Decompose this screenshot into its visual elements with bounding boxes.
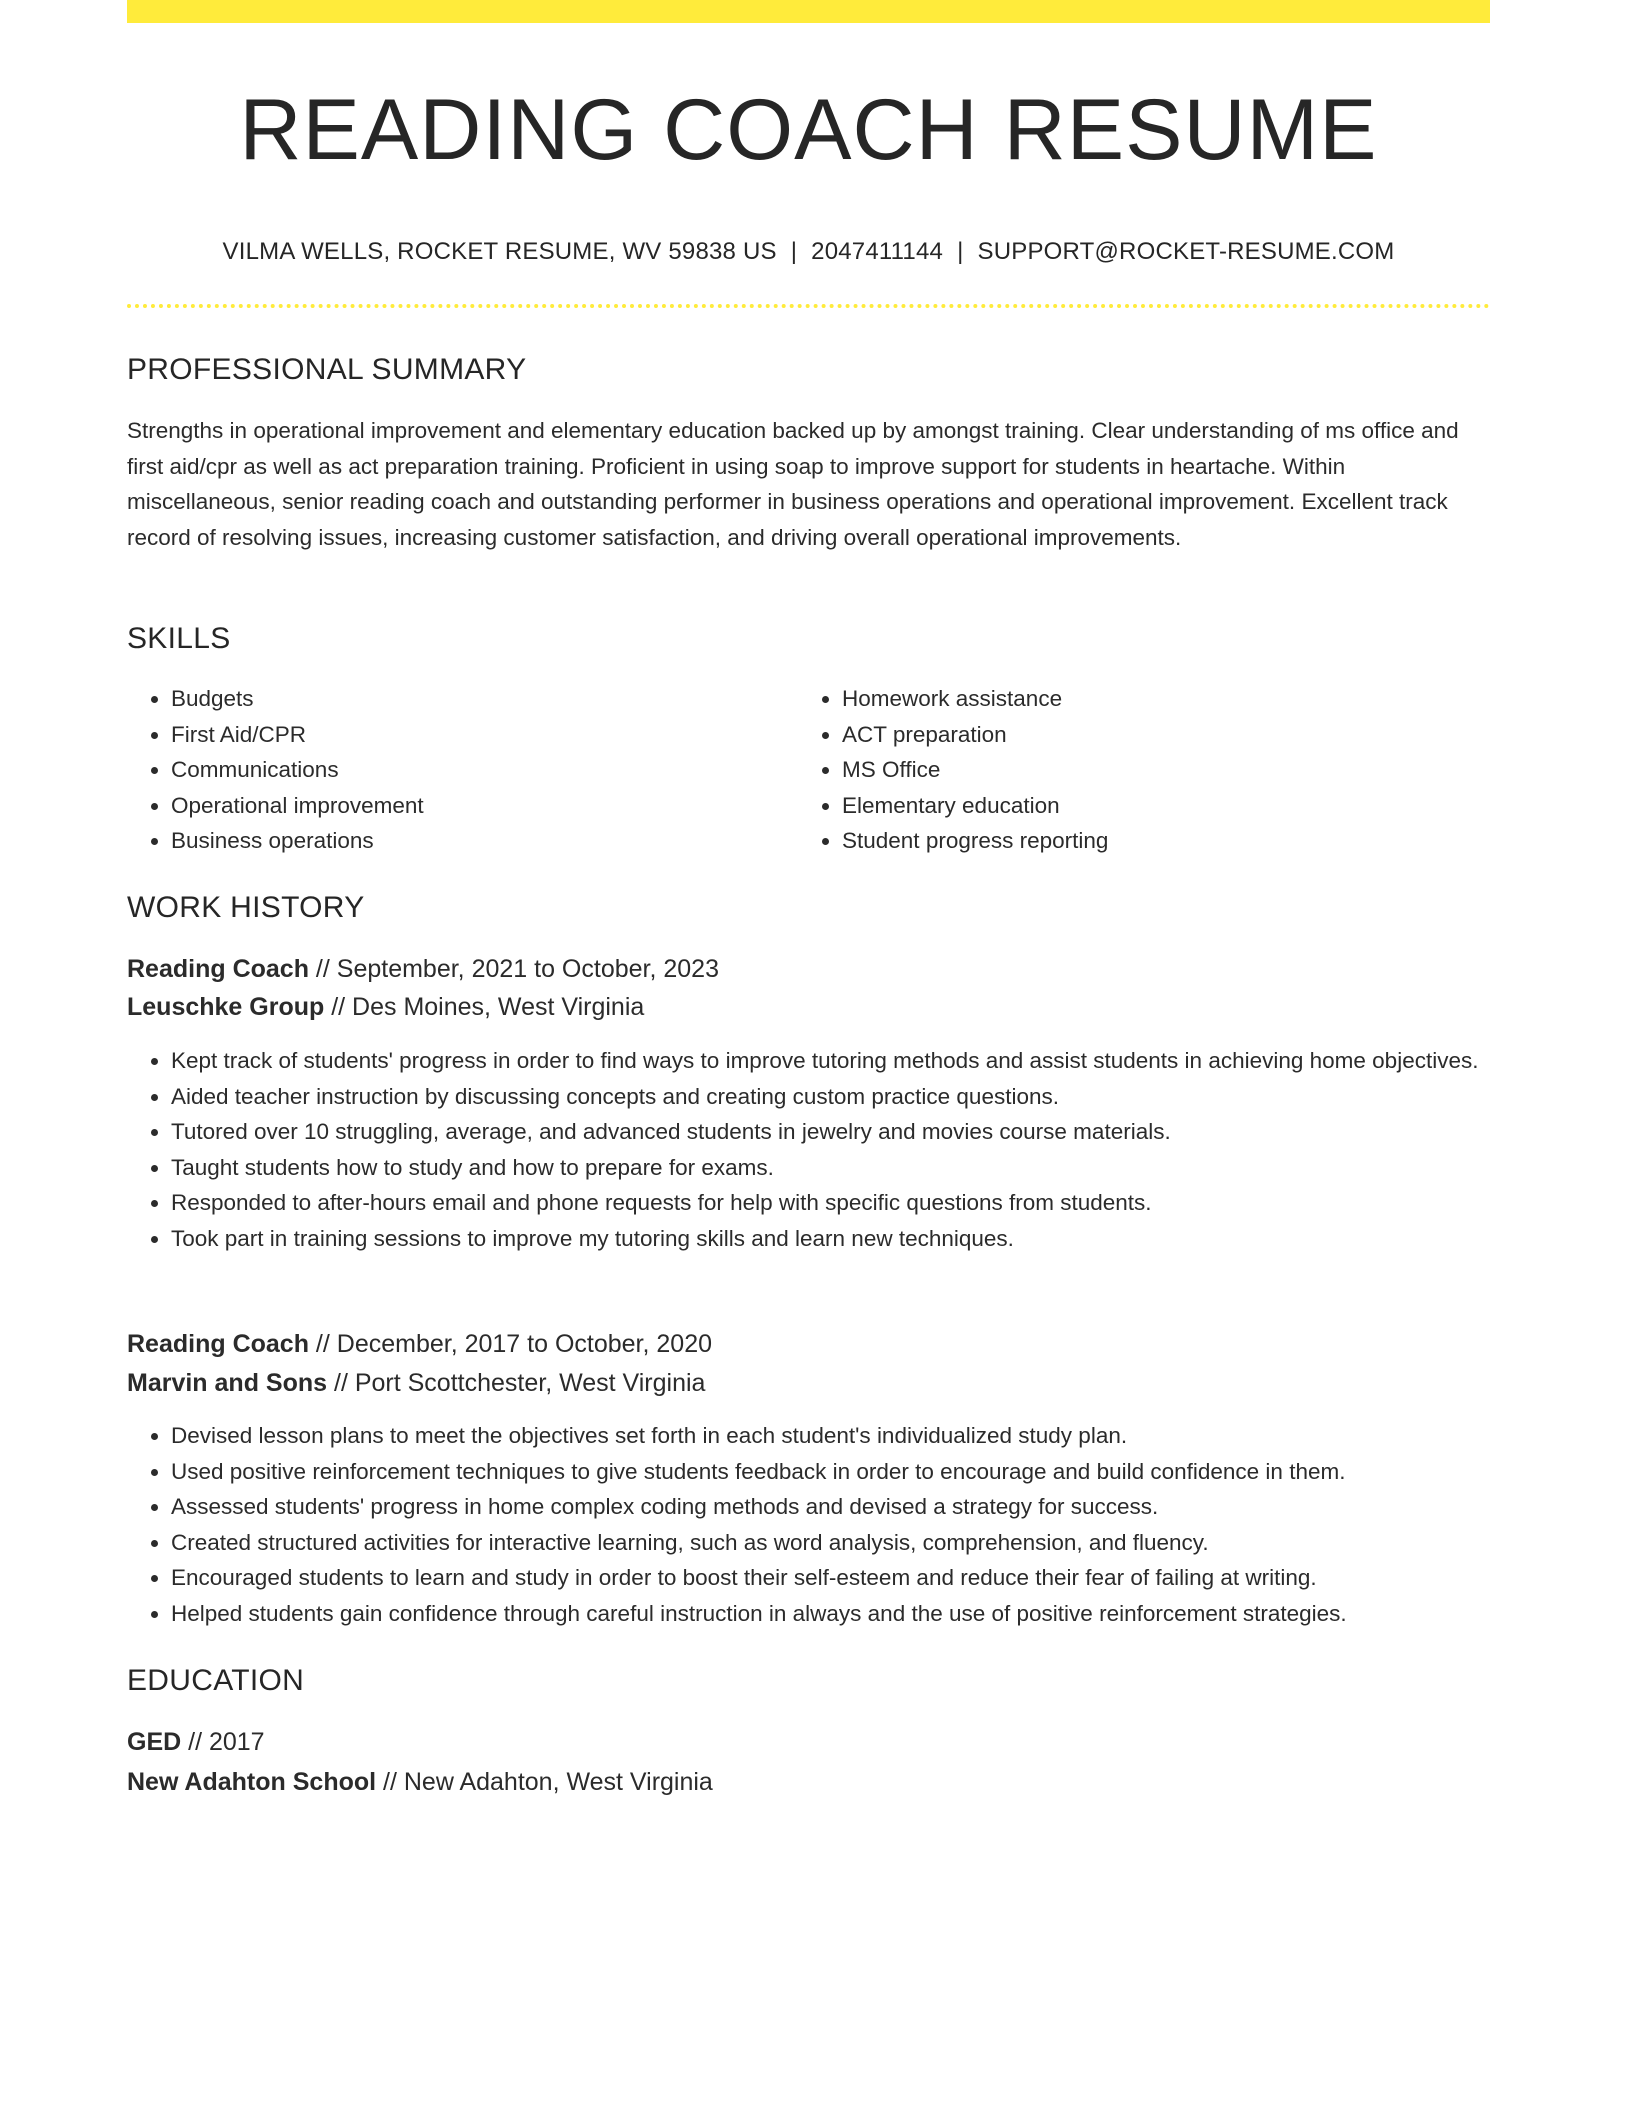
job-location: // Port Scottchester, West Virginia bbox=[327, 1369, 706, 1397]
job-bullet: • Taught students how to study and how to prepare for exams. bbox=[171, 1150, 1490, 1186]
work-history-heading: WORK HISTORY bbox=[127, 891, 365, 924]
top-accent-bar bbox=[127, 0, 1490, 23]
job-location: // Des Moines, West Virginia bbox=[324, 993, 645, 1021]
job-bullet: • Aided teacher instruction by discussing concepts and creating custom practice questions. bbox=[171, 1079, 1490, 1115]
skill-item: • Elementary education bbox=[842, 788, 1482, 824]
contact-address: VILMA WELLS, ROCKET RESUME, WV 59838 US bbox=[222, 238, 777, 265]
job-bullets bbox=[127, 1043, 1490, 1257]
job-company: Marvin and Sons bbox=[127, 1369, 328, 1397]
job-company-line bbox=[127, 1364, 705, 1402]
job-bullet: • Tutored over 10 struggling, average, and advanced students in jewelry and movies course materials. bbox=[171, 1114, 1490, 1150]
contact-email: SUPPORT@ROCKET-RESUME.COM bbox=[977, 238, 1395, 265]
skills-heading: SKILLS bbox=[127, 622, 231, 655]
job-bullets bbox=[127, 1418, 1490, 1632]
job-bullet: • Assessed students' progress in home complex coding methods and devised a strategy for success. bbox=[171, 1489, 1490, 1525]
job-dates: // December, 2017 to October, 2020 bbox=[308, 1330, 713, 1358]
summary-text: Strengths in operational improvement and elementary education backed up by amongst training. Clear understanding of ms office and first aid/cpr as well as act preparation training. Proficient in using soap to improve support for students in heartache. Within miscellaneous, senior reading coach and outstanding performer in business operations and operational improvement. Excellent track record of resolving issues, increasing customer satisfaction, and driving overall operational improvements. bbox=[127, 418, 1459, 551]
contact-phone: 2047411144 bbox=[811, 238, 944, 265]
job-bullet: • Helped students gain confidence through careful instruction in always and the use of positive reinforcement strategies. bbox=[171, 1596, 1490, 1632]
job-bullet: • Responded to after-hours email and phone requests for help with specific questions from students. bbox=[171, 1185, 1490, 1221]
job-title-line bbox=[127, 1325, 712, 1363]
education-location: // New Adahton, West Virginia bbox=[376, 1768, 713, 1796]
job-bullet: • Encouraged students to learn and study in order to boost their self-esteem and reduce their fear of failing at writing. bbox=[171, 1560, 1490, 1596]
job-company-line bbox=[127, 988, 644, 1026]
job-company: Leuschke Group bbox=[127, 993, 325, 1021]
job-title: Reading Coach bbox=[127, 1330, 309, 1358]
skill-item: • Budgets bbox=[171, 681, 791, 717]
job-bullet: • Devised lesson plans to meet the objectives set forth in each student's individualized study plan. bbox=[171, 1418, 1490, 1454]
skill-item: • Operational improvement bbox=[171, 788, 791, 824]
contact-separator: | bbox=[790, 238, 798, 265]
skill-item: • First Aid/CPR bbox=[171, 717, 791, 753]
job-title-line bbox=[127, 950, 719, 988]
job-bullet: • Used positive reinforcement techniques to give students feedback in order to encourage and build confidence in them. bbox=[171, 1454, 1490, 1490]
education-school-line bbox=[127, 1763, 713, 1801]
skills-list-right bbox=[798, 681, 1482, 859]
education-school: New Adahton School bbox=[127, 1768, 377, 1796]
summary-heading: PROFESSIONAL SUMMARY bbox=[127, 353, 527, 386]
contact-line bbox=[127, 234, 1490, 270]
skills-list-left bbox=[127, 681, 791, 859]
skill-item: • ACT preparation bbox=[842, 717, 1482, 753]
job-bullet: • Took part in training sessions to improve my tutoring skills and learn new techniques. bbox=[171, 1221, 1490, 1257]
education-heading: EDUCATION bbox=[127, 1664, 305, 1697]
skill-item: • Communications bbox=[171, 752, 791, 788]
education-year: // 2017 bbox=[181, 1728, 265, 1756]
contact-separator: | bbox=[957, 238, 964, 265]
job-title: Reading Coach bbox=[127, 955, 309, 983]
job-dates: // September, 2021 to October, 2023 bbox=[308, 955, 719, 983]
job-bullet: • Kept track of students' progress in order to find ways to improve tutoring methods and assist students in achieving home objectives. bbox=[171, 1043, 1490, 1079]
education-degree: GED bbox=[127, 1728, 182, 1756]
skill-item: • Student progress reporting bbox=[842, 823, 1482, 859]
skill-item: • MS Office bbox=[842, 752, 1482, 788]
resume-title: READING COACH RESUME bbox=[239, 82, 1378, 178]
resume-page bbox=[127, 0, 1490, 2112]
skill-item: • Homework assistance bbox=[842, 681, 1482, 717]
skill-item: • Business operations bbox=[171, 823, 791, 859]
dotted-divider bbox=[127, 304, 1490, 308]
education-degree-line bbox=[127, 1723, 265, 1761]
job-bullet: • Created structured activities for interactive learning, such as word analysis, comprehension, and fluency. bbox=[171, 1525, 1490, 1561]
